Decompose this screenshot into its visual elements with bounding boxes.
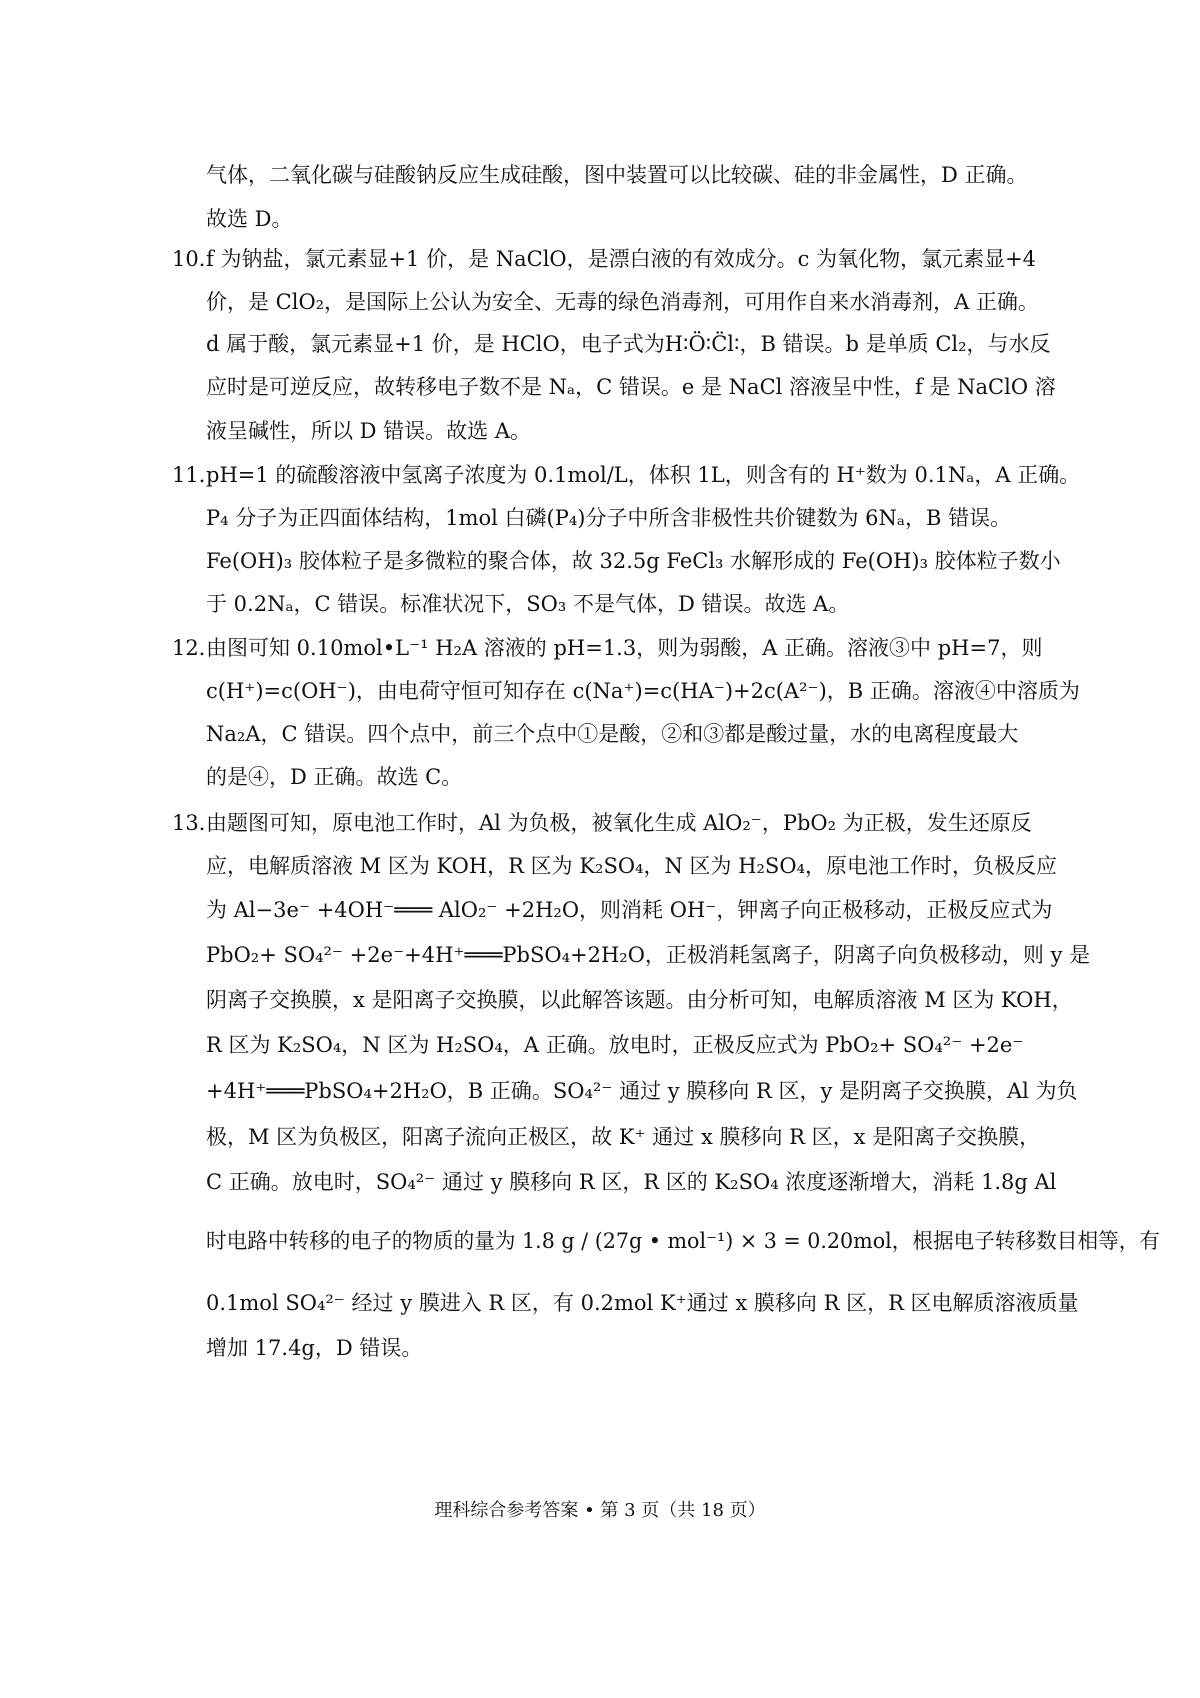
- question-number: 13．: [172, 811, 220, 835]
- line-text: 由题图可知，原电池工作时，Al 为负极，被氧化生成 AlO₂⁻，PbO₂ 为正极，发生还原反: [206, 811, 1032, 835]
- line-text: R 区为 K₂SO₄，N 区为 H₂SO₄，A 正确。放电时，正极反应式为 PbO₂+ SO₄²⁻ +2e⁻: [206, 1033, 1024, 1057]
- line-text: 故选 D。: [206, 207, 293, 231]
- line-text: 极，M 区为负极区，阳离子流向正极区，故 K⁺ 通过 x 膜移向 R 区，x 是阳离子交换膜，: [206, 1125, 1041, 1149]
- line-text: Fe(OH)₃ 胶体粒子是多微粒的聚合体，故 32.5g FeCl₃ 水解形成的 Fe(OH)₃ 胶体粒子数小: [206, 549, 1061, 573]
- line-text: 的是④，D 正确。故选 C。: [206, 765, 463, 789]
- page-footer: 理科综合参考答案 • 第 3 页（共 18 页）: [434, 1500, 766, 1521]
- line-text: 阴离子交换膜，x 是阳离子交换膜，以此解答该题。由分析可知，电解质溶液 M 区为 KOH，: [206, 988, 1073, 1012]
- line-text: 增加 17.4g，D 错误。: [206, 1336, 423, 1360]
- line-text: C 正确。放电时，SO₄²⁻ 通过 y 膜移向 R 区，R 区的 K₂SO₄ 浓度逐渐增大，消耗 1.8g Al: [206, 1170, 1057, 1194]
- line-text: 气体，二氧化碳与硅酸钠反应生成硅酸，图中装置可以比较碳、硅的非金属性，D 正确。: [206, 163, 1028, 187]
- line-text: 为 Al−3e⁻ +4OH⁻═══ AlO₂⁻ +2H₂O，则消耗 OH⁻，钾离子向正极移动，正极反应式为: [206, 898, 1053, 922]
- line-text: +4H⁺═══PbSO₄+2H₂O，B 正确。SO₄²⁻ 通过 y 膜移向 R 区，y 是阴离子交换膜，Al 为负: [206, 1079, 1078, 1103]
- line-text: f 为钠盐，氯元素显+1 价，是 NaClO，是漂白液的有效成分。c 为氧化物，氯元素显+4: [206, 247, 1037, 271]
- question-number: 12．: [172, 636, 220, 660]
- line-text: PbO₂+ SO₄²⁻ +2e⁻+4H⁺═══PbSO₄+2H₂O，正极消耗氢离子，阴离子向负极移动，则 y 是: [206, 943, 1091, 967]
- line-text: c(H⁺)=c(OH⁻)，由电荷守恒可知存在 c(Na⁺)=c(HA⁻)+2c(A²⁻)，B 正确。溶液④中溶质为: [206, 679, 1080, 703]
- line-text: 液呈碱性，所以 D 错误。故选 A。: [206, 419, 532, 443]
- line-text: P₄ 分子为正四面体结构，1mol 白磷(P₄)分子中所含非极性共价键数为 6Nₐ，B 错误。: [206, 506, 1012, 530]
- line-text: 应，电解质溶液 M 区为 KOH，R 区为 K₂SO₄，N 区为 H₂SO₄，原电池工作时，负极反应: [206, 854, 1057, 878]
- question-number: 11．: [172, 463, 220, 487]
- line-text: pH=1 的硫酸溶液中氢离子浓度为 0.1mol/L，体积 1L，则含有的 H⁺数为 0.1Nₐ，A 正确。: [206, 463, 1081, 487]
- line-text: 由图可知 0.10mol•L⁻¹ H₂A 溶液的 pH=1.3，则为弱酸，A 正确。溶液③中 pH=7，则: [206, 636, 1043, 660]
- question-number: 10．: [172, 247, 220, 271]
- line-text: 于 0.2Nₐ，C 错误。标准状况下，SO₃ 不是气体，D 错误。故选 A。: [206, 592, 850, 616]
- line-text: d 属于酸，氯元素显+1 价，是 HClO，电子式为H∶Ö∶C̈l∶，B 错误。b 是单质 Cl₂，与水反: [206, 332, 1051, 356]
- line-text: Na₂A，C 错误。四个点中，前三个点中①是酸，②和③都是酸过量，水的电离程度最大: [206, 722, 1019, 746]
- line-text: 应时是可逆反应，故转移电子数不是 Nₐ，C 错误。e 是 NaCl 溶液呈中性，f 是 NaClO 溶: [206, 375, 1056, 399]
- line-text: 价，是 ClO₂，是国际上公认为安全、无毒的绿色消毒剂，可用作自来水消毒剂，A 正确。: [206, 290, 1039, 314]
- line-text: 0.1mol SO₄²⁻ 经过 y 膜进入 R 区，有 0.2mol K⁺通过 x 膜移向 R 区，R 区电解质溶液质量: [206, 1291, 1079, 1315]
- line-text: 时电路中转移的电子的物质的量为 1.8 g / (27g • mol⁻¹) × 3 = 0.20mol，根据电子转移数目相等，有: [206, 1229, 1160, 1253]
